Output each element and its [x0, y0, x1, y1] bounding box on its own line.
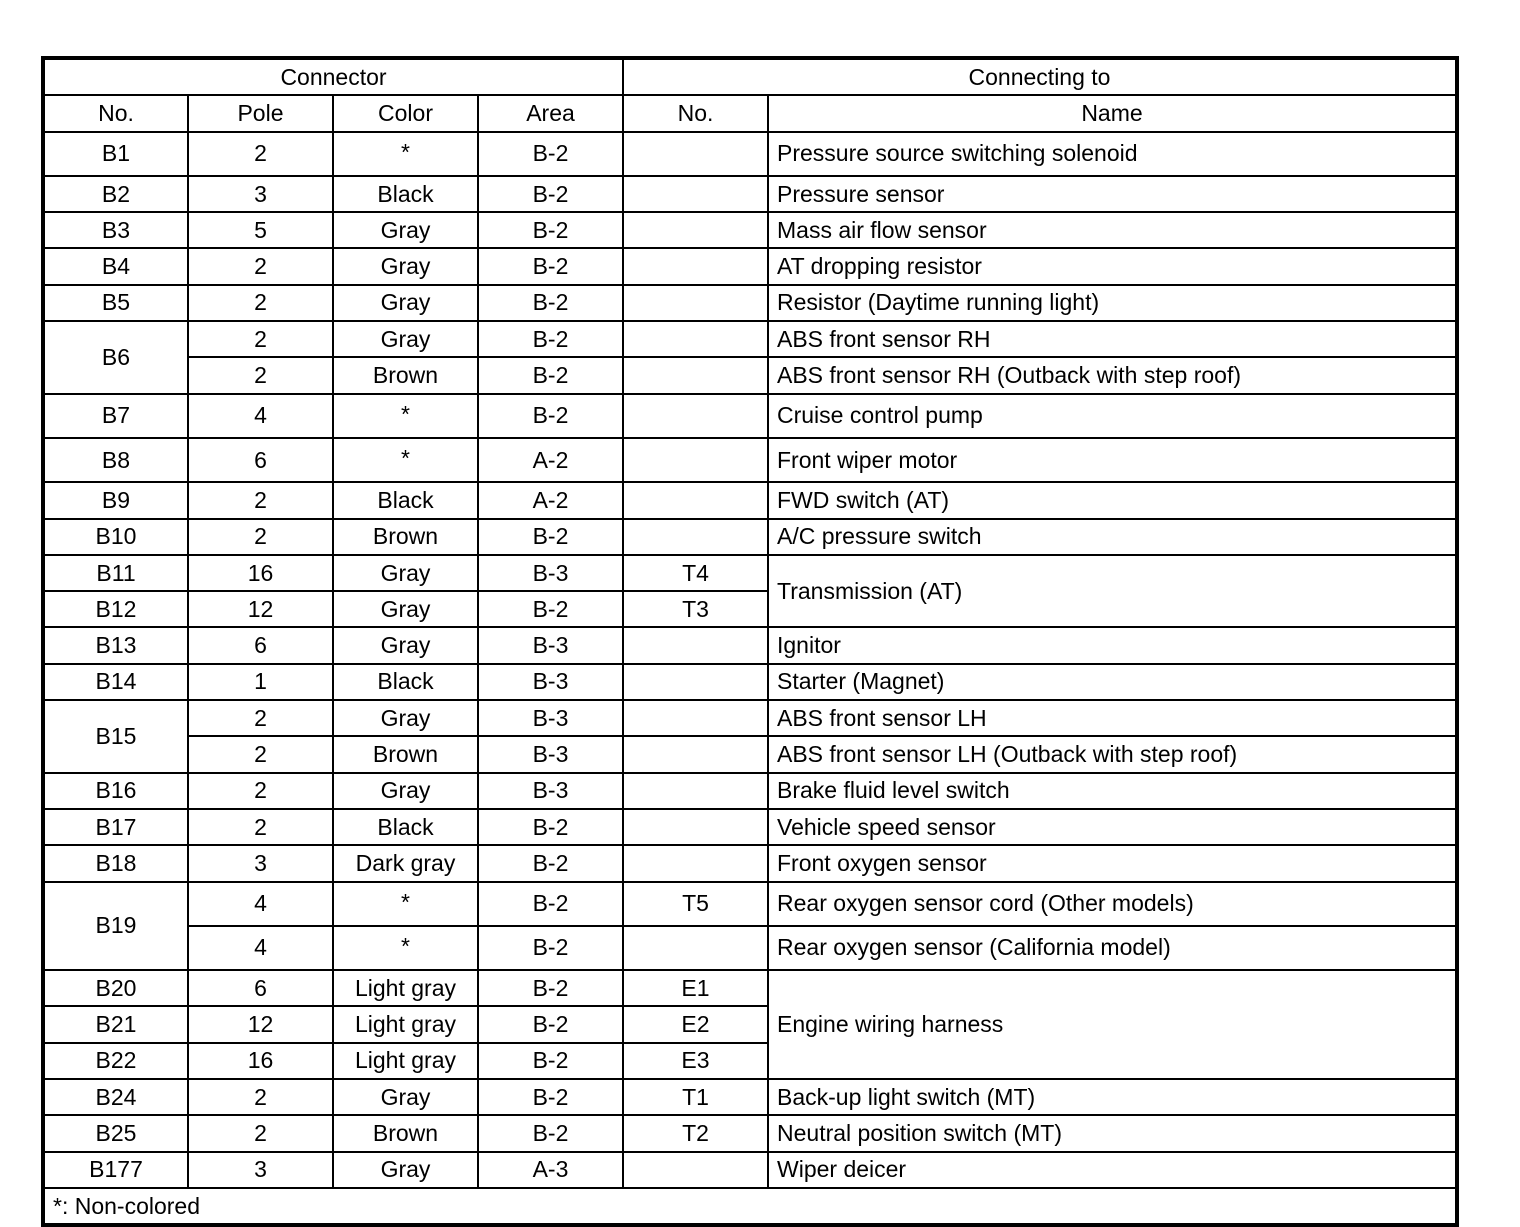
table-row	[43, 394, 1457, 438]
cell-conn-no	[623, 519, 768, 555]
cell-area: B-2	[478, 212, 623, 248]
cell-color: Gray	[333, 773, 478, 809]
cell-area: A-2	[478, 438, 623, 482]
column-header-row	[43, 95, 1457, 131]
cell-connector-no: B19	[43, 882, 188, 971]
cell-pole: 16	[188, 555, 333, 591]
cell-conn-no	[623, 321, 768, 357]
cell-conn-no: T2	[623, 1115, 768, 1151]
cell-area: B-2	[478, 970, 623, 1006]
table-row	[43, 1152, 1457, 1188]
table-body	[43, 132, 1457, 1188]
cell-conn-no	[623, 845, 768, 881]
cell-area: B-3	[478, 555, 623, 591]
cell-area: B-2	[478, 926, 623, 970]
cell-color: *	[333, 926, 478, 970]
table-row	[43, 926, 1457, 970]
cell-name: Rear oxygen sensor (California model)	[768, 926, 1457, 970]
group-header-row	[43, 58, 1457, 95]
cell-conn-no: T5	[623, 882, 768, 926]
cell-name: AT dropping resistor	[768, 248, 1457, 284]
cell-color: *	[333, 394, 478, 438]
cell-name: Front wiper motor	[768, 438, 1457, 482]
cell-name: ABS front sensor LH (Outback with step roof)	[768, 736, 1457, 772]
cell-conn-no	[623, 394, 768, 438]
cell-conn-no	[623, 700, 768, 736]
cell-name: FWD switch (AT)	[768, 482, 1457, 518]
cell-pole: 16	[188, 1043, 333, 1079]
cell-name: Ignitor	[768, 627, 1457, 663]
cell-connector-no: B21	[43, 1006, 188, 1042]
cell-name: Front oxygen sensor	[768, 845, 1457, 881]
cell-area: B-3	[478, 664, 623, 700]
cell-connector-no: B6	[43, 321, 188, 394]
cell-connector-no: B14	[43, 664, 188, 700]
cell-area: B-2	[478, 248, 623, 284]
cell-pole: 12	[188, 1006, 333, 1042]
table-row	[43, 176, 1457, 212]
cell-area: B-2	[478, 1043, 623, 1079]
cell-conn-no: T3	[623, 591, 768, 627]
cell-conn-no	[623, 212, 768, 248]
cell-connector-no: B3	[43, 212, 188, 248]
cell-name: ABS front sensor RH (Outback with step roof)	[768, 357, 1457, 393]
cell-conn-no: T4	[623, 555, 768, 591]
cell-name: Brake fluid level switch	[768, 773, 1457, 809]
cell-pole: 2	[188, 248, 333, 284]
cell-conn-no: T1	[623, 1079, 768, 1115]
cell-connector-no: B20	[43, 970, 188, 1006]
cell-area: B-2	[478, 882, 623, 926]
cell-name: Cruise control pump	[768, 394, 1457, 438]
cell-pole: 2	[188, 773, 333, 809]
cell-color: Light gray	[333, 970, 478, 1006]
cell-name: Pressure source switching solenoid	[768, 132, 1457, 176]
cell-pole: 4	[188, 882, 333, 926]
col-header-name: Name	[768, 95, 1457, 131]
cell-color: Gray	[333, 248, 478, 284]
cell-pole: 2	[188, 285, 333, 321]
cell-area: B-2	[478, 1079, 623, 1115]
cell-area: B-3	[478, 627, 623, 663]
cell-pole: 2	[188, 700, 333, 736]
cell-pole: 2	[188, 809, 333, 845]
cell-connector-no: B4	[43, 248, 188, 284]
cell-area: B-3	[478, 736, 623, 772]
cell-connector-no: B8	[43, 438, 188, 482]
cell-area: B-2	[478, 845, 623, 881]
col-header-area: Area	[478, 95, 623, 131]
cell-color: Dark gray	[333, 845, 478, 881]
cell-connector-no: B16	[43, 773, 188, 809]
cell-area: B-2	[478, 1006, 623, 1042]
cell-connector-no: B17	[43, 809, 188, 845]
cell-connector-no: B25	[43, 1115, 188, 1151]
col-header-no: No.	[43, 95, 188, 131]
cell-pole: 2	[188, 1079, 333, 1115]
cell-conn-no	[623, 438, 768, 482]
cell-pole: 3	[188, 845, 333, 881]
cell-pole: 4	[188, 394, 333, 438]
connecting-to-group-header: Connecting to	[623, 58, 1457, 95]
cell-color: Black	[333, 664, 478, 700]
table-row	[43, 285, 1457, 321]
cell-connector-no: B9	[43, 482, 188, 518]
cell-name: Neutral position switch (MT)	[768, 1115, 1457, 1151]
cell-pole: 12	[188, 591, 333, 627]
cell-name: Pressure sensor	[768, 176, 1457, 212]
table-row	[43, 212, 1457, 248]
cell-color: Black	[333, 809, 478, 845]
cell-connector-no: B2	[43, 176, 188, 212]
cell-connector-no: B18	[43, 845, 188, 881]
cell-conn-no: E1	[623, 970, 768, 1006]
cell-connector-no: B12	[43, 591, 188, 627]
table-row	[43, 627, 1457, 663]
cell-conn-no	[623, 627, 768, 663]
cell-conn-no: E3	[623, 1043, 768, 1079]
cell-conn-no	[623, 482, 768, 518]
cell-name: Starter (Magnet)	[768, 664, 1457, 700]
cell-conn-no	[623, 132, 768, 176]
table-row	[43, 736, 1457, 772]
table-row	[43, 882, 1457, 926]
cell-conn-no	[623, 736, 768, 772]
table-row	[43, 519, 1457, 555]
cell-name: Mass air flow sensor	[768, 212, 1457, 248]
table-row	[43, 248, 1457, 284]
cell-pole: 2	[188, 321, 333, 357]
cell-pole: 6	[188, 970, 333, 1006]
cell-pole: 1	[188, 664, 333, 700]
cell-color: Gray	[333, 321, 478, 357]
cell-color: Gray	[333, 591, 478, 627]
cell-pole: 3	[188, 176, 333, 212]
table-row	[43, 357, 1457, 393]
cell-area: B-2	[478, 285, 623, 321]
cell-conn-no	[623, 664, 768, 700]
cell-name: ABS front sensor LH	[768, 700, 1457, 736]
cell-color: *	[333, 132, 478, 176]
col-header-color: Color	[333, 95, 478, 131]
cell-color: Light gray	[333, 1006, 478, 1042]
cell-conn-no	[623, 773, 768, 809]
table-row	[43, 700, 1457, 736]
table-row	[43, 132, 1457, 176]
cell-pole: 2	[188, 519, 333, 555]
cell-color: Brown	[333, 519, 478, 555]
cell-color: Brown	[333, 736, 478, 772]
cell-area: B-2	[478, 519, 623, 555]
cell-connector-no: B5	[43, 285, 188, 321]
table-row	[43, 664, 1457, 700]
cell-area: B-2	[478, 357, 623, 393]
cell-pole: 6	[188, 438, 333, 482]
cell-name: Rear oxygen sensor cord (Other models)	[768, 882, 1457, 926]
cell-connector-no: B11	[43, 555, 188, 591]
cell-color: Brown	[333, 357, 478, 393]
cell-area: B-2	[478, 321, 623, 357]
cell-connector-no: B177	[43, 1152, 188, 1188]
cell-connector-no: B24	[43, 1079, 188, 1115]
cell-name: Engine wiring harness	[768, 970, 1457, 1079]
cell-pole: 3	[188, 1152, 333, 1188]
table-row	[43, 970, 1457, 1006]
cell-connector-no: B15	[43, 700, 188, 773]
cell-pole: 2	[188, 132, 333, 176]
cell-connector-no: B1	[43, 132, 188, 176]
cell-conn-no	[623, 176, 768, 212]
cell-color: Gray	[333, 700, 478, 736]
connector-table	[41, 56, 1459, 1227]
cell-area: B-2	[478, 132, 623, 176]
cell-conn-no	[623, 285, 768, 321]
cell-pole: 2	[188, 1115, 333, 1151]
table-row	[43, 321, 1457, 357]
cell-area: B-2	[478, 1115, 623, 1151]
table-row	[43, 773, 1457, 809]
cell-color: Gray	[333, 1152, 478, 1188]
cell-name: A/C pressure switch	[768, 519, 1457, 555]
table-row	[43, 1115, 1457, 1151]
footnote: *: Non-colored	[43, 1188, 1457, 1225]
cell-connector-no: B10	[43, 519, 188, 555]
cell-area: B-2	[478, 394, 623, 438]
cell-conn-no	[623, 809, 768, 845]
cell-color: *	[333, 438, 478, 482]
cell-connector-no: B13	[43, 627, 188, 663]
cell-pole: 2	[188, 736, 333, 772]
cell-name: Vehicle speed sensor	[768, 809, 1457, 845]
cell-color: Brown	[333, 1115, 478, 1151]
cell-color: *	[333, 882, 478, 926]
col-header-connecting-no: No.	[623, 95, 768, 131]
table-row	[43, 555, 1457, 591]
cell-name: ABS front sensor RH	[768, 321, 1457, 357]
cell-pole: 2	[188, 482, 333, 518]
table-row	[43, 438, 1457, 482]
cell-color: Gray	[333, 555, 478, 591]
cell-color: Gray	[333, 1079, 478, 1115]
cell-connector-no: B7	[43, 394, 188, 438]
col-header-pole: Pole	[188, 95, 333, 131]
cell-area: A-2	[478, 482, 623, 518]
cell-conn-no	[623, 248, 768, 284]
cell-name: Wiper deicer	[768, 1152, 1457, 1188]
cell-area: B-2	[478, 176, 623, 212]
cell-color: Gray	[333, 212, 478, 248]
cell-conn-no	[623, 357, 768, 393]
cell-color: Light gray	[333, 1043, 478, 1079]
cell-pole: 5	[188, 212, 333, 248]
cell-color: Gray	[333, 627, 478, 663]
connector-group-header: Connector	[43, 58, 623, 95]
cell-conn-no	[623, 926, 768, 970]
cell-pole: 6	[188, 627, 333, 663]
cell-color: Gray	[333, 285, 478, 321]
cell-pole: 2	[188, 357, 333, 393]
cell-name: Resistor (Daytime running light)	[768, 285, 1457, 321]
cell-name: Transmission (AT)	[768, 555, 1457, 628]
table-row	[43, 845, 1457, 881]
cell-area: B-2	[478, 809, 623, 845]
cell-area: B-3	[478, 700, 623, 736]
table-row	[43, 1079, 1457, 1115]
cell-connector-no: B22	[43, 1043, 188, 1079]
table-row	[43, 482, 1457, 518]
table-row	[43, 809, 1457, 845]
cell-conn-no	[623, 1152, 768, 1188]
cell-area: A-3	[478, 1152, 623, 1188]
cell-area: B-3	[478, 773, 623, 809]
cell-color: Black	[333, 176, 478, 212]
cell-name: Back-up light switch (MT)	[768, 1079, 1457, 1115]
cell-area: B-2	[478, 591, 623, 627]
cell-pole: 4	[188, 926, 333, 970]
cell-color: Black	[333, 482, 478, 518]
cell-conn-no: E2	[623, 1006, 768, 1042]
